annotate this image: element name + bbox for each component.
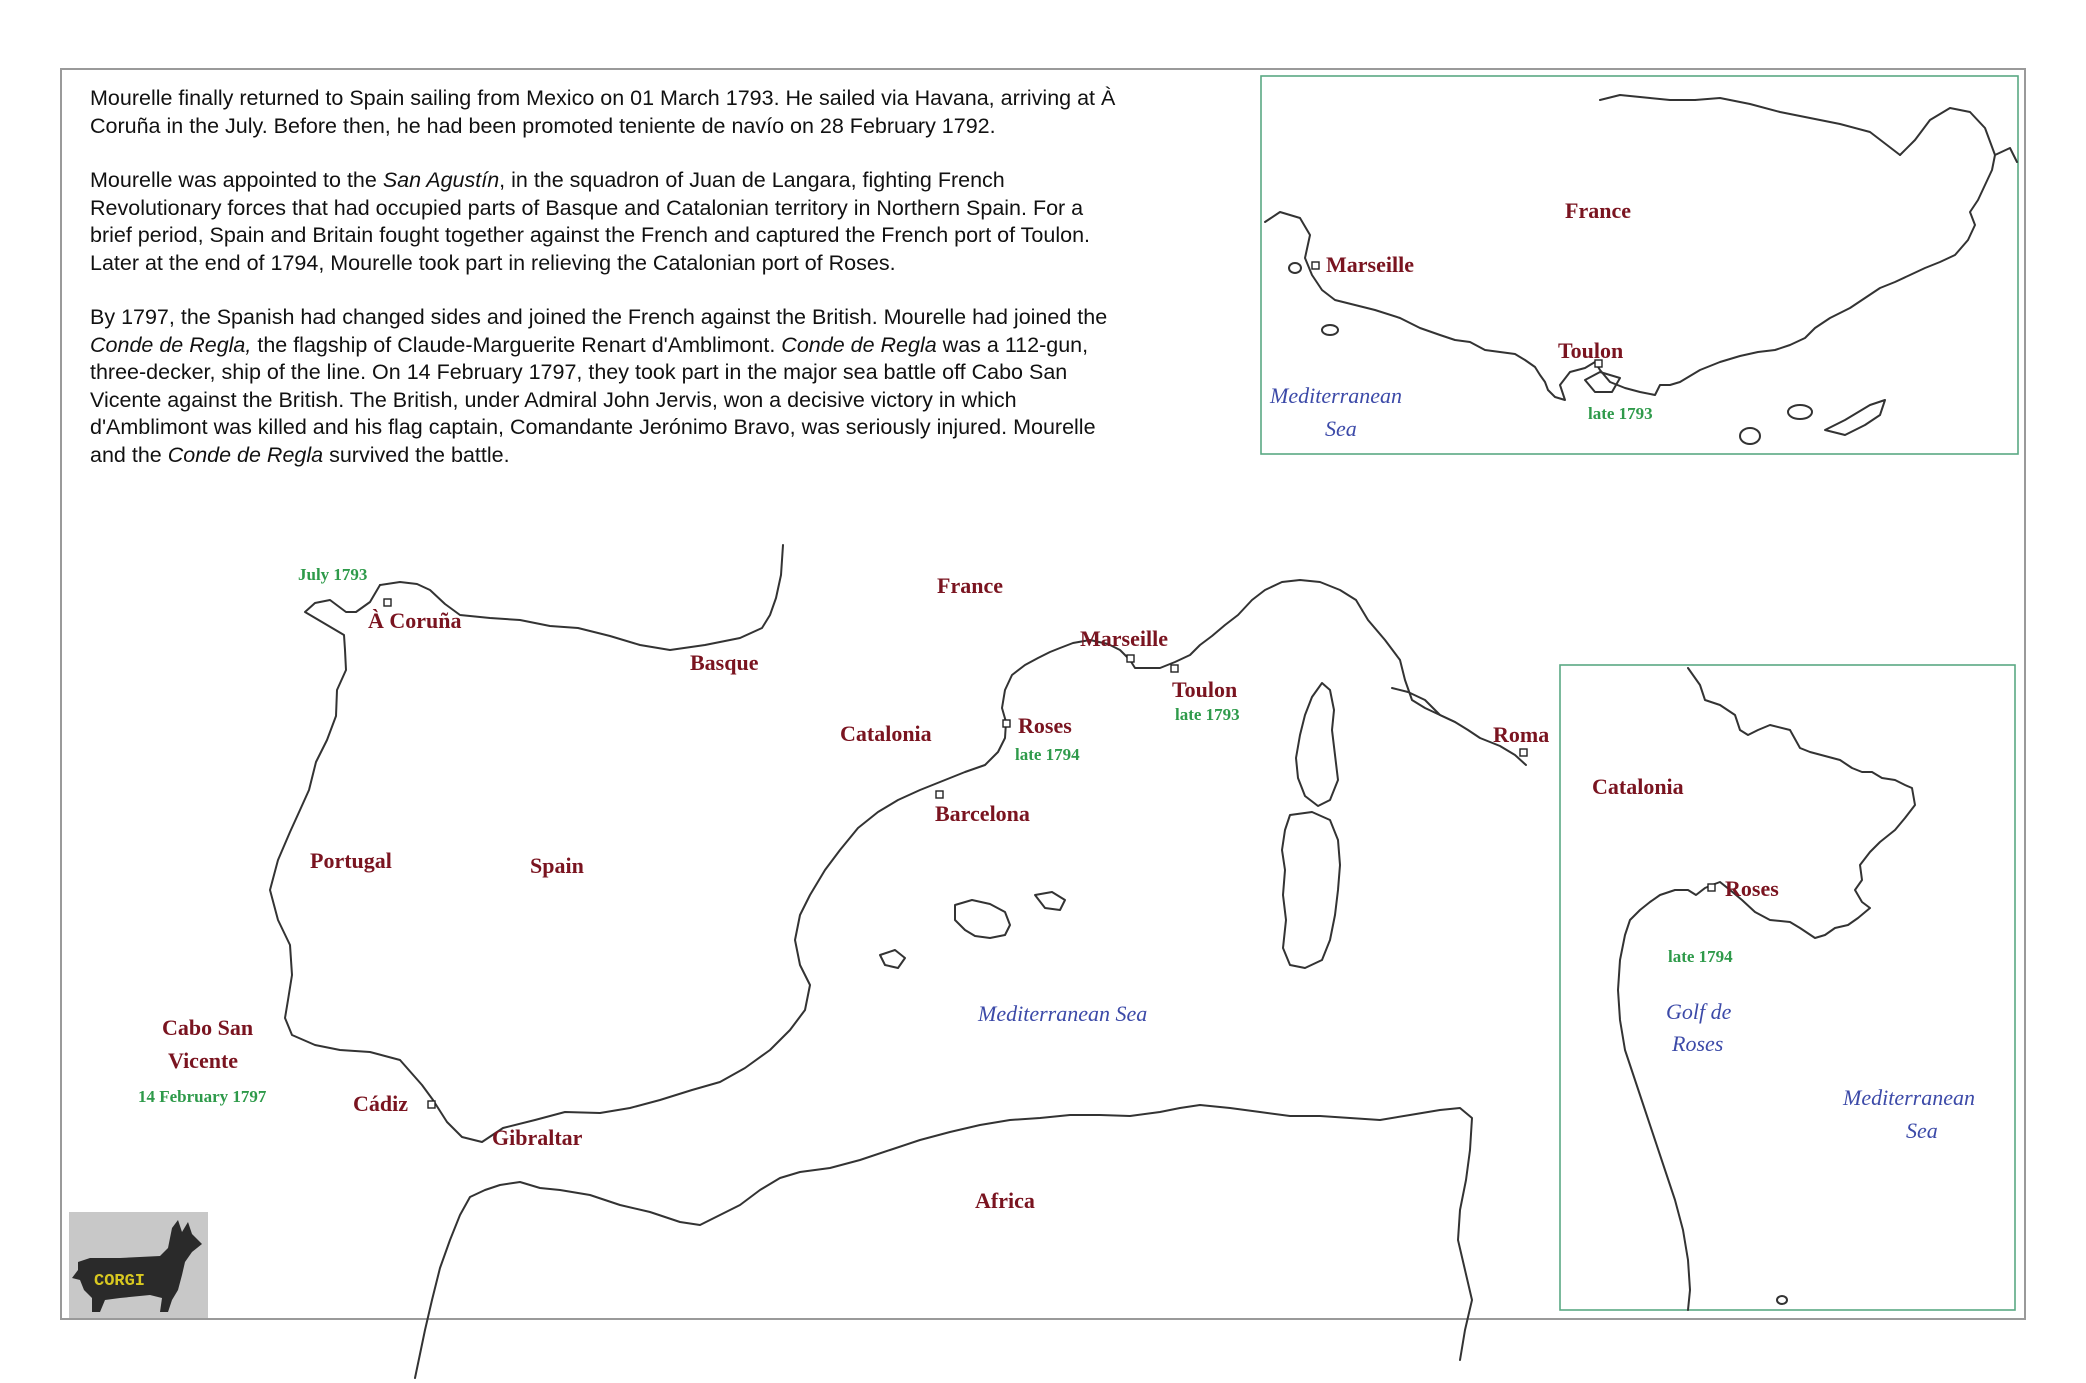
sardinia-island <box>1282 812 1340 968</box>
inset-roses-marker <box>1708 884 1715 891</box>
label-toulon: Toulon <box>1172 677 1238 702</box>
ibiza-island <box>880 950 905 968</box>
p3-text-a: By 1797, the Spanish had changed sides and joined the French against the British. Mourelle had joined the <box>90 305 1108 329</box>
inset-island-1 <box>1788 405 1812 419</box>
corsica-island <box>1296 683 1338 806</box>
inset-catalonia-border <box>1560 665 2015 1310</box>
p3-text-d: survived the battle. <box>323 442 510 467</box>
mallorca-island <box>955 900 1010 938</box>
iberia-coastline <box>270 580 1526 1142</box>
inset-label-roses: Roses <box>1725 876 1779 901</box>
ship-name-conde-de-regla-2: Conde de Regla <box>781 332 937 357</box>
label-roses: Roses <box>1018 713 1072 738</box>
label-barcelona: Barcelona <box>935 801 1030 826</box>
date-roses: late 1794 <box>1015 745 1080 764</box>
inset-sea-line-1: Mediterranean <box>1843 1085 1975 1110</box>
basque-coastline <box>380 545 783 650</box>
label-portugal: Portugal <box>310 848 392 873</box>
menorca-island <box>1035 892 1065 910</box>
inset-sea-line-1: Mediterranean <box>1270 383 1402 408</box>
label-basque: Basque <box>690 650 759 675</box>
inset-france-north-coast-3 <box>1600 95 1695 100</box>
cadiz-marker <box>428 1101 435 1108</box>
inset-catalonia-coastline <box>1618 668 1915 1310</box>
main-map <box>138 545 1549 1378</box>
inset-island-6 <box>1585 372 1620 392</box>
label-cadiz: Cádiz <box>353 1091 408 1116</box>
inset-france <box>1261 76 2018 454</box>
inset-catalonia <box>1560 665 2015 1310</box>
inset-sea-line-2: Sea <box>1325 416 1357 441</box>
inset-france-north-coast <box>1900 108 1995 155</box>
inset-label-marseille: Marseille <box>1326 252 1414 277</box>
label-coruna: À Coruña <box>368 608 462 633</box>
inset-island-5 <box>1322 325 1338 335</box>
inset-label-catalonia: Catalonia <box>1592 774 1684 799</box>
label-spain: Spain <box>530 853 584 878</box>
date-cabo-san-vicente: 14 February 1797 <box>138 1087 267 1106</box>
p2-text-b: , in the squadron of Juan de Langara, fighting French Revolutionary forces that had occupied parts of Basque and Catalonian territory in Northern Spain. For a brief period, Spain and Britain fought together against the French and captured the French port of Toulon. Later at the end of 1794, Mourelle took part in relieving the Catalonian port of Roses. <box>90 168 1091 275</box>
inset-catalonia-rock <box>1777 1296 1787 1304</box>
label-marseille: Marseille <box>1080 626 1168 651</box>
ship-name-san-agustin: San Agustín <box>382 168 500 192</box>
coruna-marker <box>384 599 391 606</box>
label-mediterranean-sea: Mediterranean Sea <box>978 1001 1148 1026</box>
logo-text: CORGI <box>94 1272 146 1291</box>
marseille-marker <box>1127 655 1134 662</box>
barcelona-marker <box>936 791 943 798</box>
date-coruna: July 1793 <box>298 565 368 584</box>
inset-marseille-marker <box>1312 262 1319 269</box>
inset-island-4 <box>1289 263 1301 273</box>
inset-gulf-line-2: Roses <box>1672 1031 1724 1056</box>
roses-marker <box>1003 720 1010 727</box>
ship-name-conde-de-regla-1: Conde de Regla, <box>90 332 252 357</box>
inset-label-toulon: Toulon <box>1558 338 1624 363</box>
date-toulon: late 1793 <box>1175 705 1240 724</box>
label-catalonia: Catalonia <box>840 721 932 746</box>
label-africa: Africa <box>975 1188 1035 1213</box>
label-gibraltar: Gibraltar <box>492 1125 583 1150</box>
roma-marker <box>1520 749 1527 756</box>
corgi-logo <box>69 1212 208 1318</box>
label-france: France <box>937 573 1003 598</box>
p3-text-c: was a 112-gun, three-decker, ship of the line. On 14 February 1797, they took part in the major sea battle off Cabo San Vicente against the British. The British, under Admiral John Jervis, won a decisive victory in which d'Amblimont was killed and his flag captain, Comandante Jerónimo Bravo, was seriously injured. Mourelle and the <box>90 332 1096 467</box>
ship-name-conde-de-regla-3: Conde de Regla <box>167 442 324 467</box>
label-cabo-san: Cabo San <box>162 1015 254 1040</box>
italy-coastline <box>1392 688 1455 722</box>
inset-gulf-line-1: Golf de <box>1666 999 1732 1024</box>
inset-date-toulon: late 1793 <box>1588 404 1653 423</box>
inset-island-2 <box>1740 428 1760 444</box>
label-vicente: Vicente <box>168 1048 239 1073</box>
inset-island-3 <box>1825 400 1885 435</box>
inset-france-north-coast-2 <box>1695 98 1900 155</box>
p3-text-b: the flagship of Claude-Marguerite Renart d'Amblimont. <box>251 332 782 357</box>
paragraph-1-text: Mourelle finally returned to Spain sailing from Mexico on 01 March 1793. He sailed via Havana, arriving at À Coruña in the July. Before then, he had been promoted teniente de navío on 28 February 1792. <box>90 86 1116 138</box>
inset-sea-line-2: Sea <box>1906 1118 1938 1143</box>
toulon-marker <box>1171 665 1178 672</box>
inset-date-roses: late 1794 <box>1668 947 1733 966</box>
p2-text-a: Mourelle was appointed to the <box>90 168 383 192</box>
label-roma: Roma <box>1493 722 1550 747</box>
inset-label-france: France <box>1565 198 1631 223</box>
